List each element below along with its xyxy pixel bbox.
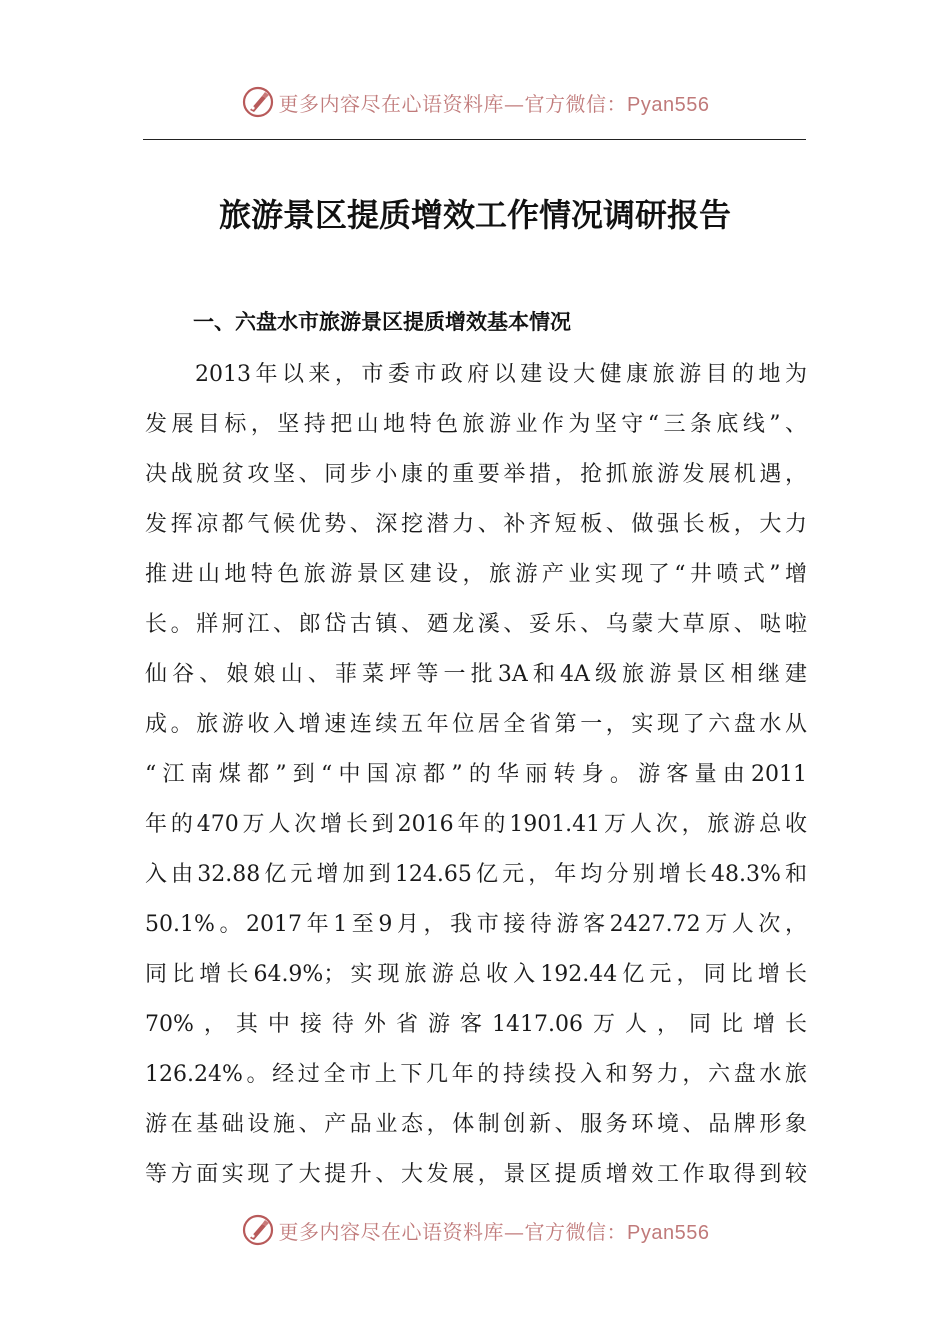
paragraph-line: 入由32.88亿元增加到124.65亿元，年均分别增长48.3%和: [145, 862, 807, 887]
paragraph-line: 成。旅游收入增速连续五年位居全省第一，实现了六盘水从: [145, 712, 807, 737]
paragraph-line: 游在基础设施、产品业态，体制创新、服务环境、品牌形象: [145, 1112, 807, 1137]
paragraph-line: 长。牂牁江、郎岱古镇、廼龙溪、妥乐、乌蒙大草原、哒啦: [145, 612, 807, 637]
paragraph-line: 发展目标，坚持把山地特色旅游业作为坚守“三条底线”、: [145, 412, 807, 437]
section-heading: 一、六盘水市旅游景区提质增效基本情况: [193, 310, 571, 334]
paragraph-line: 等方面实现了大提升、大发展，景区提质增效工作取得到较: [145, 1162, 807, 1187]
paragraph-line: “江南煤都”到“中国凉都”的华丽转身。游客量由2011: [145, 762, 807, 787]
header-divider: [143, 139, 806, 140]
paragraph-line: 同比增长64.9%；实现旅游总收入192.44亿元，同比增长: [145, 962, 807, 987]
paragraph-line: 年的470万人次增长到2016年的1901.41万人次，旅游总收: [145, 812, 807, 837]
paragraph-line: 126.24%。经过全市上下几年的持续投入和努力，六盘水旅: [145, 1062, 807, 1087]
paragraph-line: 2013年以来，市委市政府以建设大健康旅游目的地为: [195, 362, 807, 387]
paragraph-line: 发挥凉都气候优势、深挖潜力、补齐短板、做强长板，大力: [145, 512, 807, 537]
body-paragraph: [145, 350, 807, 1200]
paragraph-line: 推进山地特色旅游景区建设，旅游产业实现了“井喷式”增: [145, 562, 807, 587]
paragraph-line: 决战脱贫攻坚、同步小康的重要举措，抢抓旅游发展机遇，: [145, 462, 807, 487]
paragraph-line: 仙谷、娘娘山、菲菜坪等一批3A和4A级旅游景区相继建: [145, 662, 807, 687]
wechat-id: Pyan556: [627, 1221, 710, 1244]
paragraph-line: 70%，其中接待外省游客1417.06万人，同比增长: [145, 1012, 807, 1037]
banner-text: 更多内容尽在心语资料库—官方微信：Pyan556: [278, 1219, 710, 1244]
banner-text: 更多内容尽在心语资料库—官方微信：Pyan556: [278, 91, 710, 116]
paragraph-line: 50.1%。2017年1至9月，我市接待游客2427.72万人次，: [145, 912, 807, 937]
header-banner: [0, 80, 950, 124]
document-title: 旅游景区提质增效工作情况调研报告: [218, 196, 731, 234]
wechat-id: Pyan556: [627, 93, 710, 116]
pen-nib-logo-icon: [241, 85, 275, 119]
footer-banner: [0, 1208, 950, 1252]
pen-nib-logo-icon: [241, 1213, 275, 1247]
